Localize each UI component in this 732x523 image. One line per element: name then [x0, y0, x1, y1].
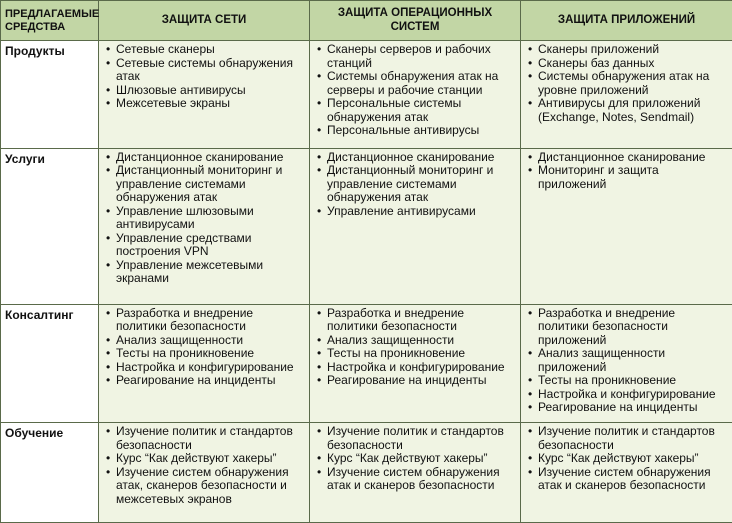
table-row: [1, 423, 732, 523]
list-item: • Управление средствами построения VPN: [104, 232, 305, 259]
row-label-products: Продукты: [1, 41, 99, 149]
list-item: • Межсетевые экраны: [104, 97, 305, 111]
list-item: • Управление шлюзовыми антивирусами: [104, 205, 305, 232]
bullet-list: [526, 425, 728, 493]
bullet-list: [315, 43, 516, 138]
list-item: • Разработка и внедрение политики безопасности: [315, 307, 516, 334]
bullet-list: [104, 151, 305, 286]
list-item: • Сканеры серверов и рабочих станций: [315, 43, 516, 70]
cell-consulting-apps: [521, 304, 732, 423]
list-item: • Антивирусы для приложений (Exchange, Notes, Sendmail): [526, 97, 728, 124]
list-item: • Изучение систем обнаружения атак, сканеров безопасности и межсетевых экранов: [104, 466, 305, 507]
list-item: • Разработка и внедрение политики безопасности приложений: [526, 307, 728, 348]
header-network: ЗАЩИТА СЕТИ: [99, 1, 310, 41]
bullet-list: [315, 307, 516, 388]
table-row: [1, 148, 732, 304]
cell-services-network: [99, 148, 310, 304]
list-item: • Тесты на проникновение: [526, 374, 728, 388]
list-item: • Разработка и внедрение политики безопасности: [104, 307, 305, 334]
row-label-training: Обучение: [1, 423, 99, 523]
list-item: • Настройка и конфигурирование: [526, 388, 728, 402]
bullet-list: [104, 425, 305, 506]
list-item: • Курс “Как действуют хакеры”: [104, 452, 305, 466]
list-item: • Тесты на проникновение: [315, 347, 516, 361]
list-item: • Мониторинг и защита приложений: [526, 164, 728, 191]
list-item: • Персональные системы обнаружения атак: [315, 97, 516, 124]
list-item: • Настройка и конфигурирование: [315, 361, 516, 375]
bullet-list: [315, 425, 516, 493]
bullet-list: [526, 151, 728, 192]
header-apps: ЗАЩИТА ПРИЛОЖЕНИЙ: [521, 1, 732, 41]
cell-products-apps: [521, 41, 732, 149]
list-item: • Анализ защищенности: [315, 334, 516, 348]
list-item: • Изучение политик и стандартов безопасности: [315, 425, 516, 452]
header-row: [1, 1, 732, 41]
bullet-list: [104, 307, 305, 388]
list-item: • Реагирование на инциденты: [526, 401, 728, 415]
list-item: • Анализ защищенности приложений: [526, 347, 728, 374]
cell-services-os: [310, 148, 521, 304]
list-item: • Системы обнаружения атак на серверы и рабочие станции: [315, 70, 516, 97]
list-item: • Сетевые сканеры: [104, 43, 305, 57]
list-item: • Настройка и конфигурирование: [104, 361, 305, 375]
cell-training-network: [99, 423, 310, 523]
bullet-list: [315, 151, 516, 219]
list-item: • Сетевые системы обнаружения атак: [104, 57, 305, 84]
table-row: [1, 41, 732, 149]
cell-training-apps: [521, 423, 732, 523]
list-item: • Персональные антивирусы: [315, 124, 516, 138]
cell-services-apps: [521, 148, 732, 304]
list-item: • Реагирование на инциденты: [104, 374, 305, 388]
list-item: • Дистанционное сканирование: [526, 151, 728, 165]
list-item: • Изучение политик и стандартов безопасности: [104, 425, 305, 452]
table-row: [1, 304, 732, 423]
cell-products-network: [99, 41, 310, 149]
cell-consulting-network: [99, 304, 310, 423]
list-item: • Сканеры баз данных: [526, 57, 728, 71]
list-item: • Дистанционный мониторинг и управление системами обнаружения атак: [104, 164, 305, 205]
header-os: ЗАЩИТА ОПЕРАЦИОННЫХ СИСТЕМ: [310, 1, 521, 41]
bullet-list: [526, 43, 728, 124]
bullet-list: [526, 307, 728, 415]
list-item: • Реагирование на инциденты: [315, 374, 516, 388]
list-item: • Системы обнаружения атак на уровне приложений: [526, 70, 728, 97]
bullet-list: [104, 43, 305, 111]
cell-consulting-os: [310, 304, 521, 423]
list-item: • Шлюзовые антивирусы: [104, 84, 305, 98]
list-item: • Курс “Как действуют хакеры”: [315, 452, 516, 466]
list-item: • Тесты на проникновение: [104, 347, 305, 361]
list-item: • Анализ защищенности: [104, 334, 305, 348]
list-item: • Управление антивирусами: [315, 205, 516, 219]
cell-products-os: [310, 41, 521, 149]
cell-training-os: [310, 423, 521, 523]
list-item: • Дистанционное сканирование: [315, 151, 516, 165]
row-label-consulting: Консалтинг: [1, 304, 99, 423]
list-item: • Курс “Как действуют хакеры”: [526, 452, 728, 466]
list-item: • Управление межсетевыми экранами: [104, 259, 305, 286]
row-label-services: Услуги: [1, 148, 99, 304]
header-corner: ПРЕДЛАГАЕМЫЕ СРЕДСТВА: [1, 1, 99, 41]
list-item: • Сканеры приложений: [526, 43, 728, 57]
list-item: • Дистанционное сканирование: [104, 151, 305, 165]
list-item: • Изучение политик и стандартов безопасности: [526, 425, 728, 452]
list-item: • Изучение систем обнаружения атак и сканеров безопасности: [315, 466, 516, 493]
list-item: • Дистанционный мониторинг и управление системами обнаружения атак: [315, 164, 516, 205]
list-item: • Изучение систем обнаружения атак и сканеров безопасности: [526, 466, 728, 493]
